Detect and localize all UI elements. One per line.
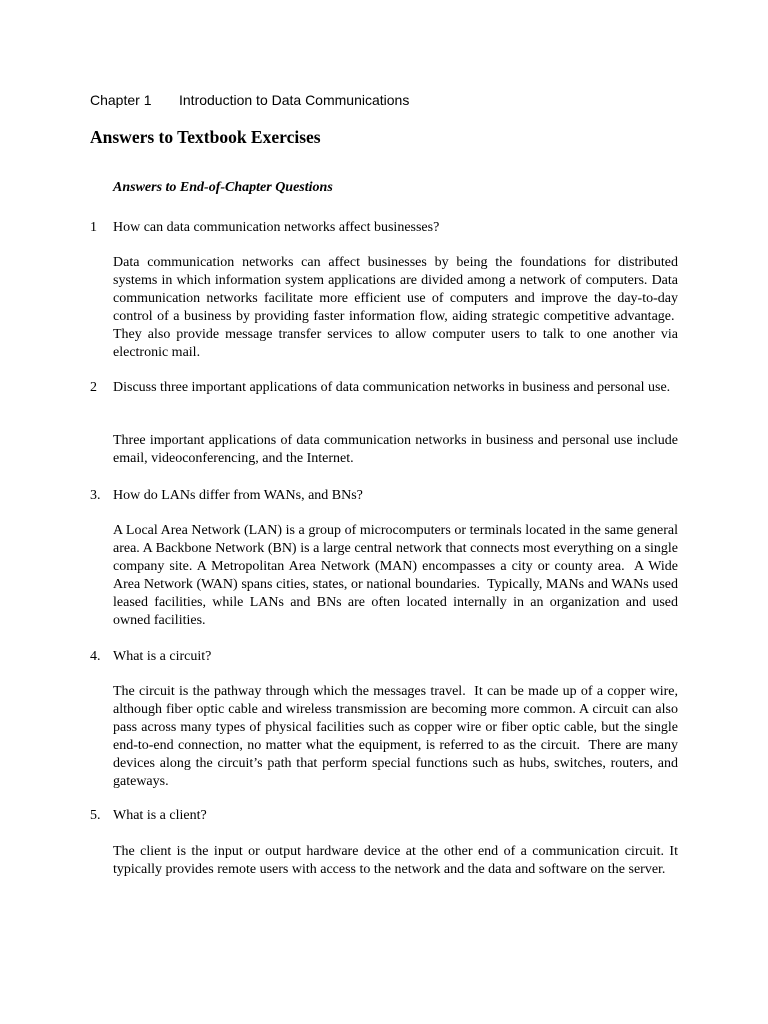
sub-heading: Answers to End-of-Chapter Questions [113, 180, 333, 195]
question-5 [90, 807, 678, 825]
question-3 [90, 487, 678, 505]
question-2 [90, 379, 678, 397]
answer-5: The client is the input or output hardware device at the other end of a communication circuit. It typically provides remote users with access to the network and the data and software on the server. [113, 844, 678, 877]
question-number: 5. [90, 808, 101, 823]
chapter-title: Introduction to Data Communications [179, 92, 410, 108]
question-text: How do LANs differ from WANs, and BNs? [113, 488, 363, 503]
question-number: 1 [90, 220, 97, 235]
question-4 [90, 648, 678, 666]
answer-2: Three important applications of data communication networks in business and personal use include email, videoconferencing, and the Internet. [113, 433, 678, 466]
answer-1: Data communication networks can affect businesses by being the foundations for distributed systems in which information system applications are divided among a network of computers. Data communication networks facilitate more efficient use of computers and improve the day-to-day control of a business by providing faster information flow, aiding strategic competitive advantage. They also provide message transfer services to allow computer users to talk to one another via electronic mail. [113, 255, 678, 360]
question-number: 2 [90, 380, 97, 395]
question-text: What is a circuit? [113, 649, 212, 664]
question-1 [90, 219, 678, 237]
answer-4: The circuit is the pathway through which the messages travel. It can be made up of a copper wire, although fiber optic cable and wireless transmission are becoming more common. A circuit can also pass across many types of physical facilities such as copper wire or fiber optic cable, but the single end-to-end connection, no matter what the equipment, is referred to as the circuit. There are many devices along the circuit’s path that perform special functions such as hubs, switches, routers, and gateways. [113, 684, 678, 789]
question-text: What is a client? [113, 808, 207, 823]
question-text: How can data communication networks affect businesses? [113, 220, 440, 235]
question-text: Discuss three important applications of data communication networks in business and personal use. [113, 380, 671, 395]
chapter-header [90, 91, 409, 109]
question-number: 4. [90, 649, 101, 664]
main-heading: Answers to Textbook Exercises [90, 127, 321, 147]
answer-3: A Local Area Network (LAN) is a group of microcomputers or terminals located in the same general area. A Backbone Network (BN) is a large central network that connects most everything on a single company site. A Metropolitan Area Network (MAN) encompasses a city or county area. A Wide Area Network (WAN) spans cities, states, or national boundaries. Typically, MANs and WANs used leased facilities, while LANs and BNs are often located internally in an organization and used owned facilities. [113, 523, 678, 628]
question-number: 3. [90, 488, 101, 503]
chapter-number: Chapter 1 [90, 92, 152, 108]
